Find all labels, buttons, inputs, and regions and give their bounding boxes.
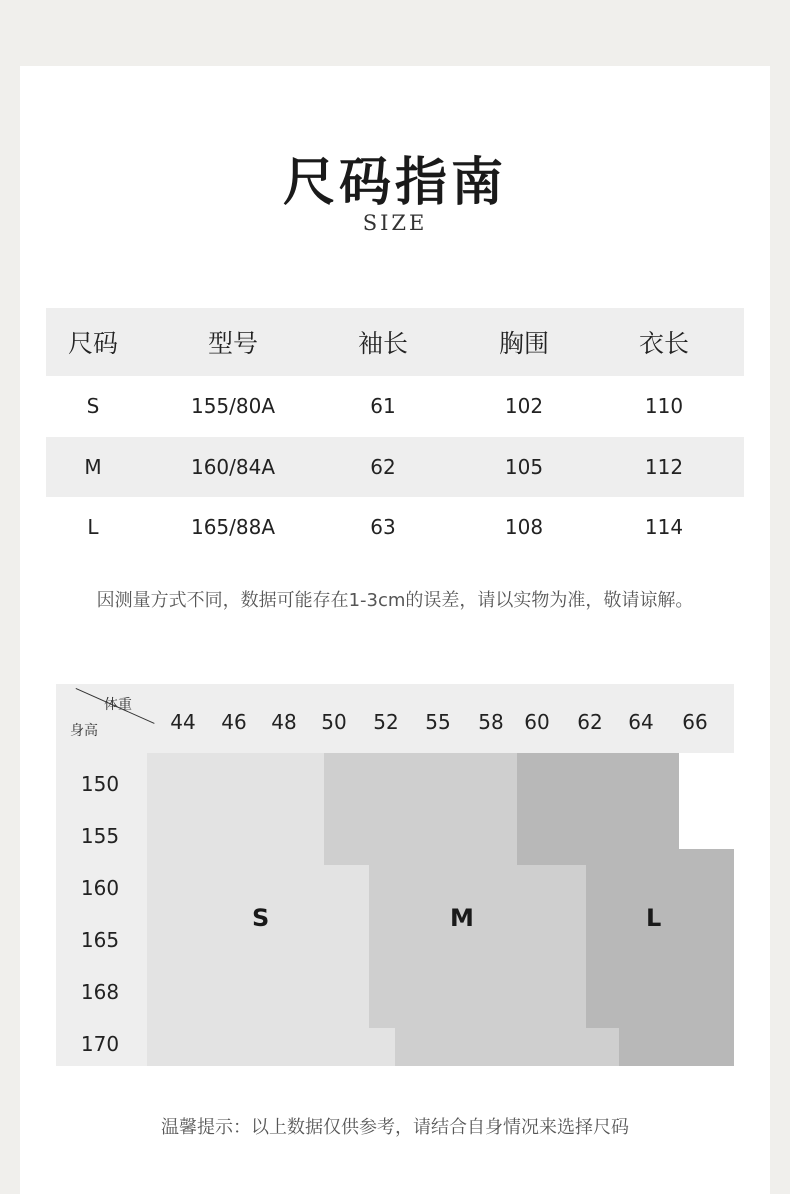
cell-chest: 105 (504, 454, 544, 479)
cell-chest: 108 (504, 515, 544, 540)
cell-sleeve: 63 (370, 515, 396, 540)
table-row (46, 497, 744, 558)
zone-s-main (147, 753, 324, 1066)
weight-tick: 66 (682, 710, 708, 734)
table-row (46, 437, 744, 498)
size-chart (56, 684, 734, 1066)
weight-tick: 64 (628, 710, 654, 734)
height-tick: 155 (80, 824, 120, 848)
header-chest: 胸围 (498, 329, 549, 358)
weight-tick: 62 (577, 710, 603, 734)
cell-size: S (86, 394, 100, 419)
size-table (46, 308, 744, 558)
weight-tick: 50 (321, 710, 347, 734)
corner-height-label: 身高 (70, 723, 98, 739)
weight-tick: 52 (373, 710, 399, 734)
header-length: 衣长 (638, 329, 689, 358)
weight-tick: 58 (478, 710, 504, 734)
height-tick: 160 (80, 876, 120, 900)
header-size: 尺码 (67, 329, 118, 358)
weight-tick: 44 (170, 710, 196, 734)
table-header-row (46, 308, 744, 376)
measurement-note: 因测量方式不同，数据可能存在1-3cm的误差，请以实物为准，敬请谅解。 (96, 590, 694, 611)
cell-model: 155/80A (190, 394, 276, 419)
height-tick: 168 (80, 980, 120, 1004)
cell-chest: 102 (504, 394, 544, 419)
page-title: 尺码指南 (282, 153, 507, 213)
zone-m-top (324, 753, 517, 865)
zone-s-step (324, 865, 369, 1028)
zone-label-s: S (252, 904, 270, 932)
cell-model: 165/88A (190, 515, 276, 540)
weight-tick: 46 (221, 710, 247, 734)
height-tick: 170 (80, 1032, 120, 1056)
page-subtitle: SIZE (362, 211, 428, 235)
weight-tick: 60 (524, 710, 550, 734)
cell-sleeve: 61 (370, 394, 396, 419)
zone-l-bottom (619, 1028, 734, 1066)
cell-size: M (84, 454, 102, 479)
weight-tick: 55 (425, 710, 451, 734)
cell-size: L (87, 515, 99, 540)
zone-label-l: L (646, 904, 662, 932)
chart-height-column (56, 753, 147, 1066)
zone-s-bottom (324, 1028, 395, 1066)
cell-model: 160/84A (190, 454, 276, 479)
zone-m-main (369, 865, 586, 1028)
height-tick: 165 (80, 928, 120, 952)
zone-l-main (586, 849, 734, 1028)
warm-tip: 温馨提示：以上数据仅供参考，请结合自身情况来选择尺码 (161, 1117, 629, 1138)
header-sleeve: 袖长 (357, 329, 408, 358)
zone-m-bottom (395, 1028, 619, 1066)
weight-tick: 48 (271, 710, 297, 734)
zone-label-m: M (450, 904, 474, 932)
table-row (46, 376, 744, 437)
cell-length: 110 (644, 394, 684, 419)
corner-weight-label: 体重 (104, 697, 132, 713)
cell-length: 114 (644, 515, 684, 540)
cell-length: 112 (644, 454, 684, 479)
header-model: 型号 (207, 329, 258, 358)
cell-sleeve: 62 (370, 454, 396, 479)
height-tick: 150 (80, 772, 120, 796)
